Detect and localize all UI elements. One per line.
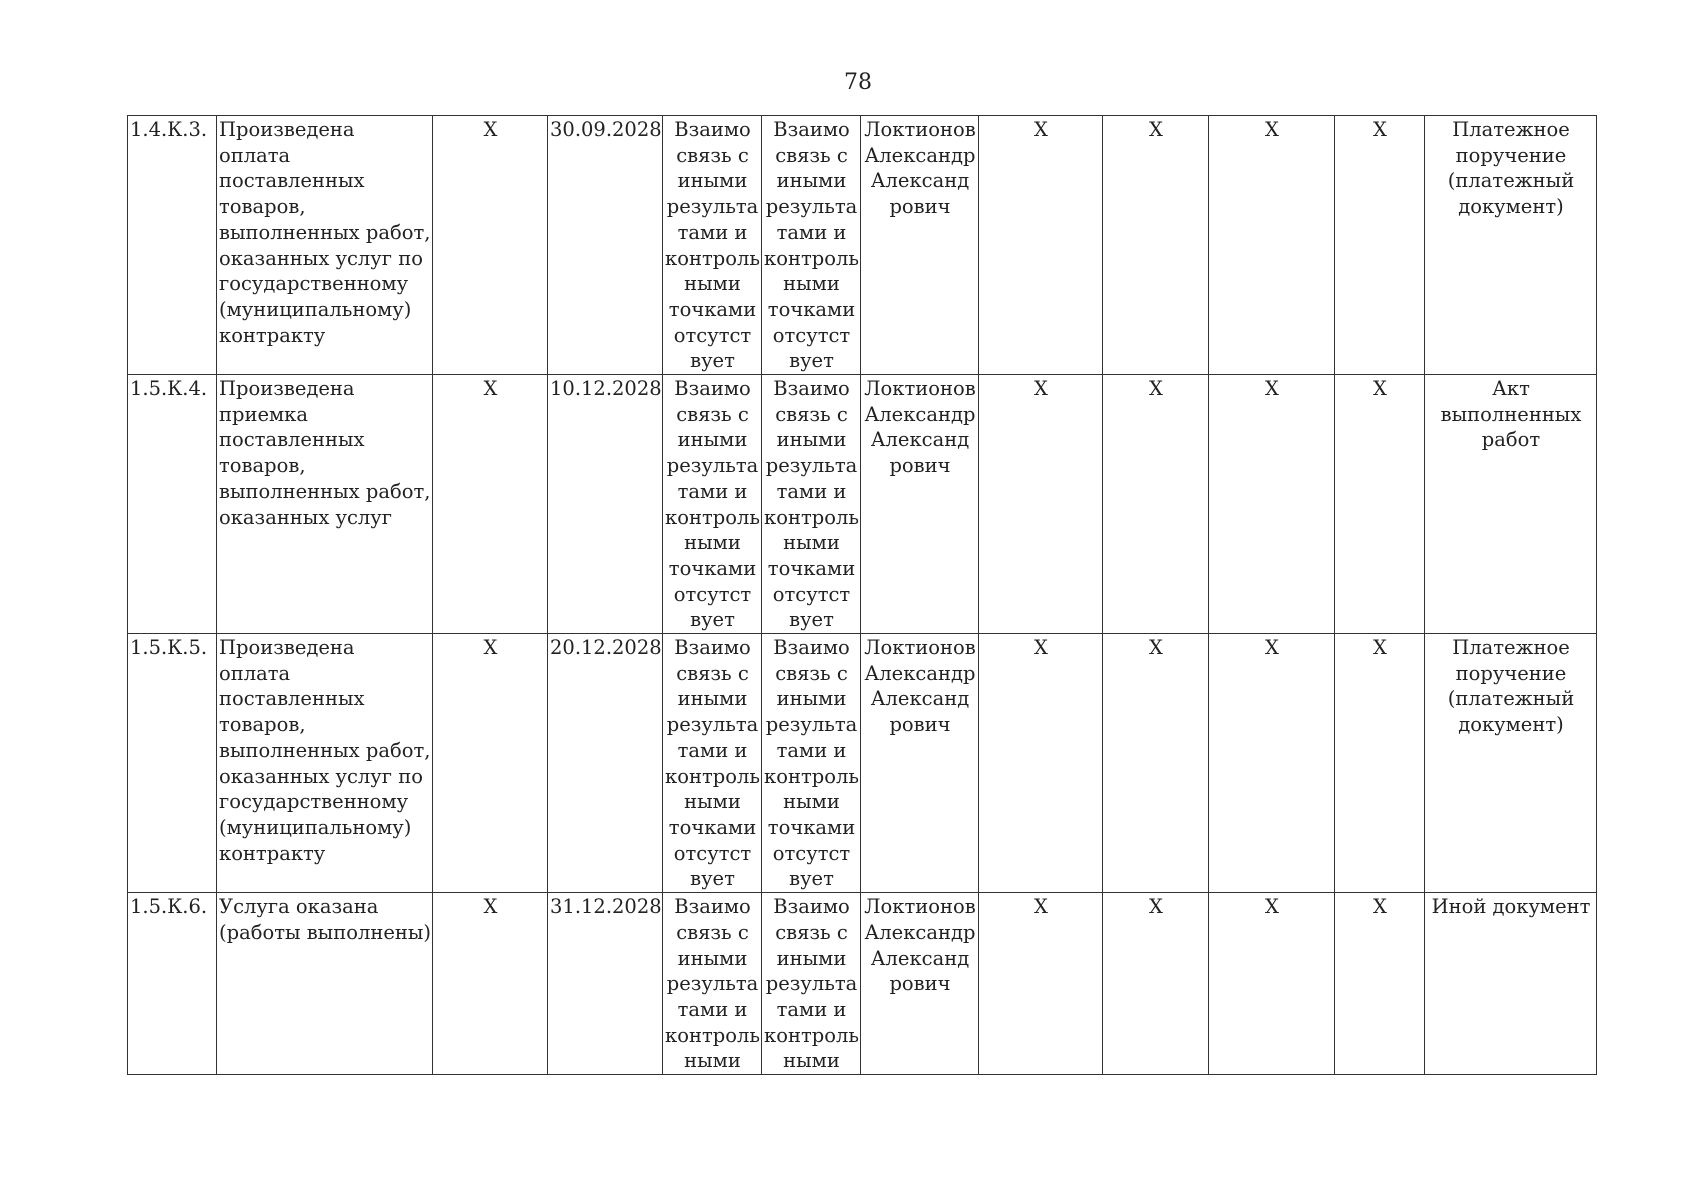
responsible-name: Локтионов Александр Александ рович (864, 377, 976, 478)
control-point-event (217, 634, 433, 893)
responsible-name: Локтионов Александр Александ рович (864, 636, 976, 737)
x-mark: X (1209, 634, 1335, 893)
x-mark: X (1103, 116, 1209, 375)
x-mark: X (979, 375, 1103, 634)
relation-cell (663, 116, 762, 375)
page-number: 78 (844, 70, 872, 95)
control-point-event (217, 375, 433, 634)
control-point-code: 1.5.К.6. (128, 893, 217, 1075)
due-date: 10.12.2028 (548, 375, 663, 634)
document-type (1425, 375, 1597, 634)
document-type (1425, 116, 1597, 375)
control-points-table (127, 115, 1597, 1075)
relation-cell (663, 893, 762, 1075)
x-mark: X (433, 116, 548, 375)
control-point-event (217, 116, 433, 375)
relation-text: Взаимо связь с иными результа тами и контроль ными точками отсутст вует (665, 118, 760, 373)
event-text: Произведена оплата поставленных товаров, выполненных работ, оказанных услуг по государственному (муниципальному) контракту (219, 118, 431, 347)
table-row (128, 116, 1597, 375)
table-row (128, 634, 1597, 893)
responsible-name: Локтионов Александр Александ рович (864, 118, 976, 219)
document-text: Платежное поручение (платежный документ) (1447, 636, 1575, 737)
control-point-code: 1.5.К.5. (128, 634, 217, 893)
document-type (1425, 634, 1597, 893)
relation-text: Взаимо связь с иными результа тами и контроль ными (665, 895, 760, 1073)
relation-cell (663, 634, 762, 893)
relation-cell (762, 116, 861, 375)
document-text: Платежное поручение (платежный документ) (1447, 118, 1575, 219)
relation-cell (663, 375, 762, 634)
due-date: 30.09.2028 (548, 116, 663, 375)
x-mark: X (1335, 634, 1425, 893)
x-mark: X (1209, 375, 1335, 634)
x-mark: X (979, 893, 1103, 1075)
x-mark: X (1335, 116, 1425, 375)
x-mark: X (1335, 375, 1425, 634)
responsible-person (861, 116, 979, 375)
document-text: Акт выполненных работ (1440, 377, 1582, 452)
due-date: 20.12.2028 (548, 634, 663, 893)
event-text: Произведена приемка поставленных товаров, выполненных работ, оказанных услуг (219, 377, 431, 529)
relation-cell (762, 893, 861, 1075)
x-mark: X (433, 893, 548, 1075)
relation-text: Взаимо связь с иными результа тами и контроль ными точками отсутст вует (764, 636, 859, 891)
relation-cell (762, 634, 861, 893)
responsible-person (861, 893, 979, 1075)
relation-text: Взаимо связь с иными результа тами и контроль ными точками отсутст вует (764, 377, 859, 632)
control-point-code: 1.4.К.3. (128, 116, 217, 375)
responsible-name: Локтионов Александр Александ рович (864, 895, 976, 996)
document-text: Иной документ (1431, 895, 1591, 919)
x-mark: X (433, 634, 548, 893)
relation-text: Взаимо связь с иными результа тами и контроль ными точками отсутст вует (665, 636, 760, 891)
x-mark: X (433, 375, 548, 634)
x-mark: X (1335, 893, 1425, 1075)
responsible-person (861, 375, 979, 634)
x-mark: X (1103, 634, 1209, 893)
x-mark: X (1103, 375, 1209, 634)
event-text: Произведена оплата поставленных товаров, выполненных работ, оказанных услуг по государственному (муниципальному) контракту (219, 636, 431, 865)
x-mark: X (979, 116, 1103, 375)
responsible-person (861, 634, 979, 893)
x-mark: X (1209, 116, 1335, 375)
relation-text: Взаимо связь с иными результа тами и контроль ными точками отсутст вует (764, 118, 859, 373)
event-text: Услуга оказана (работы выполнены) (219, 895, 431, 944)
relation-text: Взаимо связь с иными результа тами и контроль ными точками отсутст вует (665, 377, 760, 632)
table-row (128, 893, 1597, 1075)
control-point-code: 1.5.К.4. (128, 375, 217, 634)
document-type (1425, 893, 1597, 1075)
table-row (128, 375, 1597, 634)
x-mark: X (1103, 893, 1209, 1075)
control-point-event (217, 893, 433, 1075)
x-mark: X (979, 634, 1103, 893)
relation-text: Взаимо связь с иными результа тами и контроль ными (764, 895, 859, 1073)
due-date: 31.12.2028 (548, 893, 663, 1075)
relation-cell (762, 375, 861, 634)
x-mark: X (1209, 893, 1335, 1075)
